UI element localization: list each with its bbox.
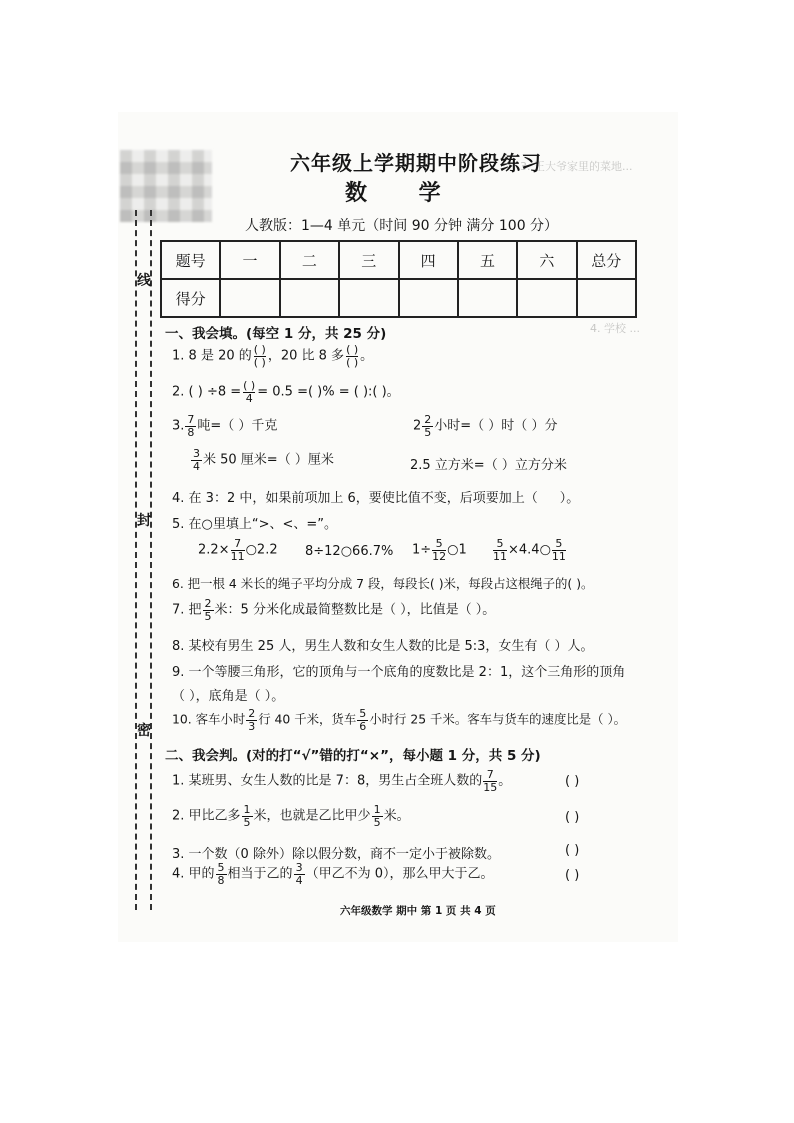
score-header-cell: 五 [458, 241, 517, 279]
page-footer: 六年级数学 期中 第 1 页 共 4 页 [340, 905, 496, 917]
judge-question-1: 1. 某班男、女生人数的比是 7：8，男生占全班人数的 $\frac{7}{15}$ 。 [172, 768, 512, 794]
binding-char-mi: 密 [137, 723, 151, 739]
judge-answer-1[interactable]: ( ) [565, 774, 580, 789]
score-cell[interactable] [577, 279, 636, 317]
question-1-3d: 2.5 立方米=（ ）立方分米 [410, 458, 567, 473]
score-header-cell: 六 [517, 241, 576, 279]
question-1-6: 6. 把一根 4 米长的绳子平均分成 7 段，每段长( )米，每段占这根绳子的( )。 [172, 576, 594, 591]
binding-char-feng: 封 [137, 513, 151, 529]
question-1-1: 1. 8 是 20 的 ( ) ( ) ，20 比 8 多 ( ) ( ) 。 [172, 343, 374, 369]
score-table [160, 240, 637, 318]
section2-heading: 二、我会判。(对的打“√”错的打“×”，每小题 1 分，共 5 分) [165, 748, 541, 764]
score-cell[interactable] [339, 279, 398, 317]
judge-answer-4[interactable]: ( ) [565, 868, 580, 883]
question-1-5d: $\frac{5}{11}$ ×4.4○ $\frac{5}{11}$ [493, 537, 566, 563]
exam-subject: 数 学 [345, 181, 463, 206]
bleed-through-text: 3. 王大爷家里的菜地... [520, 160, 633, 173]
question-1-4: 4. 在 3：2 中，如果前项加上 6，要使比值不变，后项要加上（ ）。 [172, 491, 580, 506]
question-1-5b: 8÷12○66.7% [305, 544, 394, 559]
score-header-cell: 题号 [161, 241, 220, 279]
score-cell[interactable] [517, 279, 576, 317]
question-1-3b: 2 $\frac{2}{5}$ 小时=（ ）时（ ）分 [413, 413, 558, 439]
bleed-through-text: 4. 学校 ... [590, 322, 640, 335]
score-header-cell: 一 [220, 241, 279, 279]
question-1-5: 5. 在○里填上“>、<、=”。 [172, 517, 338, 532]
redacted-region [120, 150, 212, 222]
question-1-5c: 1÷ $\frac{5}{12}$ ○1 [412, 537, 467, 563]
score-header-cell: 三 [339, 241, 398, 279]
score-header-cell: 二 [280, 241, 339, 279]
question-1-9a: 9. 一个等腰三角形，它的顶角与一个底角的度数比是 2：1，这个三角形的顶角 [172, 665, 626, 680]
score-cell[interactable] [399, 279, 458, 317]
question-1-9b: （ ），底角是（ ）。 [172, 689, 285, 704]
section1-heading: 一、我会填。(每空 1 分，共 25 分) [165, 326, 387, 342]
question-1-3a: 3. $\frac{7}{8}$ 吨=（ ）千克 [172, 413, 278, 439]
question-1-7: 7. 把 $\frac{2}{5}$ 米：5 分米化成最简整数比是（ ），比值是（ ）。 [172, 597, 496, 623]
judge-answer-2[interactable]: ( ) [565, 810, 580, 825]
binding-line-inner [150, 210, 152, 910]
question-1-10: 10. 客车小时 $\frac{2}{3}$ 行 40 千米，货车 $\frac{5}{6}$ 小时行 25 千米。客车与货车的速度比是（ ）。 [172, 707, 627, 733]
judge-question-2: 2. 甲比乙多 $\frac{1}{5}$ 米，也就是乙比甲少 $\frac{1}{5}$ 米。 [172, 803, 410, 829]
score-cell[interactable] [458, 279, 517, 317]
question-1-3c: $\frac{3}{4}$ 米 50 厘米=（ ）厘米 [193, 447, 334, 473]
binding-line-outer [135, 210, 137, 910]
question-1-5a: 2.2× $\frac{7}{11}$ ○2.2 [198, 537, 278, 563]
exam-edition-info: 人教版：1—4 单元（时间 90 分钟 满分 100 分） [245, 218, 559, 234]
score-header-cell: 四 [399, 241, 458, 279]
judge-question-3: 3. 一个数（0 除外）除以假分数，商不一定小于被除数。 [172, 847, 500, 862]
question-1-2: 2. ( ) ÷8 = ( ) 4 = 0.5 =( )% = ( ):( )。 [172, 379, 400, 405]
exam-title: 六年级上学期期中阶段练习 [290, 151, 542, 175]
score-cell[interactable] [220, 279, 279, 317]
judge-question-4: 4. 甲的 $\frac{5}{8}$ 相当于乙的 $\frac{3}{4}$ （甲乙不为 0），那么甲大于乙。 [172, 861, 494, 887]
judge-answer-3[interactable]: ( ) [565, 843, 580, 858]
score-table-header-row [161, 241, 636, 279]
score-row-label: 得分 [161, 279, 220, 317]
question-1-8: 8. 某校有男生 25 人，男生人数和女生人数的比是 5:3，女生有（ ）人。 [172, 639, 594, 654]
score-cell[interactable] [280, 279, 339, 317]
score-header-cell: 总分 [577, 241, 636, 279]
binding-char-xian: 线 [137, 273, 151, 289]
score-table-score-row [161, 279, 636, 317]
